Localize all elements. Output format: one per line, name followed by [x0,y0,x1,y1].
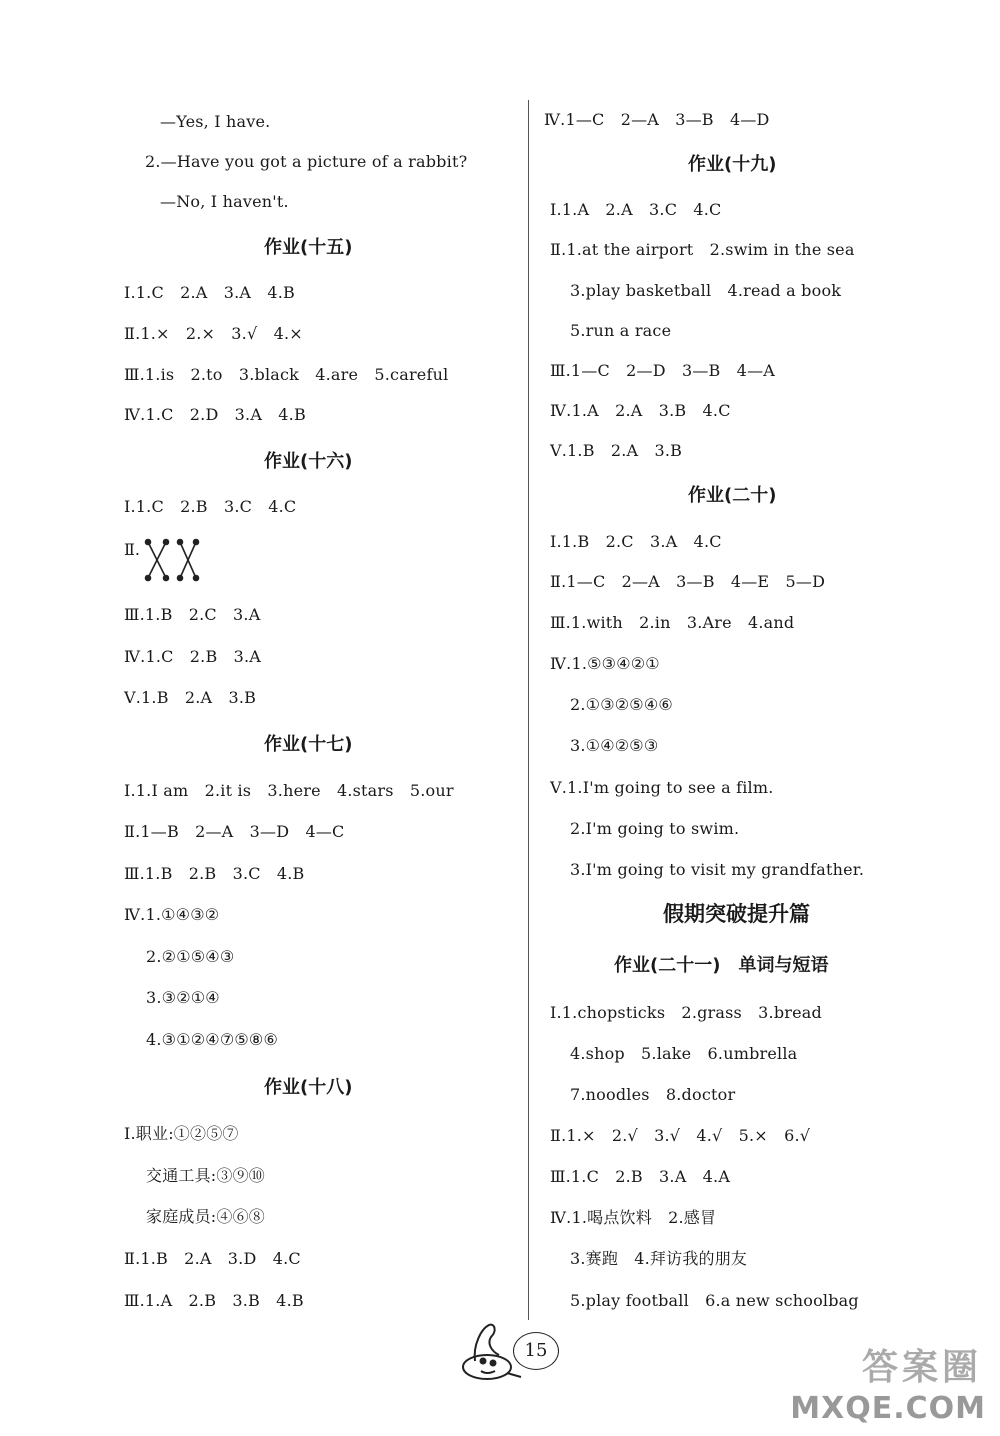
page-number: 15 [513,1332,559,1370]
answer-line: 5.run a race [570,321,672,340]
answer-line: Ⅲ.1.with 2.in 3.Are 4.and [550,613,795,632]
answer-line: 3.I'm going to visit my grandfather. [570,860,865,879]
answer-line: —Yes, I have. [160,112,271,131]
answer-line: Ⅳ.1.C 2.B 3.A [124,647,262,666]
section-heading-16: 作业(十六) [264,451,353,472]
answer-line: 2.—Have you got a picture of a rabbit? [145,152,468,171]
answer-line: 3.③②①④ [146,988,220,1007]
answer-line: 5.play football 6.a new schoolbag [570,1291,859,1310]
answer-line: 3.play basketball 4.read a book [570,281,842,300]
answer-line: 3.赛跑 4.拜访我的朋友 [570,1249,748,1268]
answer-line: Ⅰ.1.C 2.B 3.C 4.C [124,497,297,516]
watermark-url: MXQE.COM [790,1391,986,1426]
section-heading-18: 作业(十八) [264,1077,353,1098]
answer-line: Ⅱ.1.× 2.√ 3.√ 4.√ 5.× 6.√ [550,1126,811,1145]
answer-line: 交通工具:③⑨⑩ [146,1166,265,1185]
answer-line: Ⅱ.1.at the airport 2.swim in the sea [550,240,855,259]
part-title: 假期突破提升篇 [663,902,810,926]
answer-line: 家庭成员:④⑥⑧ [146,1207,265,1226]
answer-line: Ⅲ.1—C 2—D 3—B 4—A [550,361,776,380]
answer-line: 2.①③②⑤④⑥ [570,695,673,714]
section-heading-15: 作业(十五) [264,237,353,258]
matching-cross-lines [124,536,224,586]
answer-line: Ⅱ.1.B 2.A 3.D 4.C [124,1249,301,1268]
section-heading-21: 作业(二十一) 单词与短语 [614,955,829,976]
answer-line: Ⅴ.1.B 2.A 3.B [550,441,683,460]
answer-line: Ⅲ.1.B 2.B 3.C 4.B [124,864,305,883]
answer-line: Ⅰ.1.C 2.A 3.A 4.B [124,283,295,302]
answer-line: Ⅱ.1.× 2.× 3.√ 4.× [124,324,303,343]
answer-line: Ⅲ.1.B 2.C 3.A [124,605,261,624]
matching-lines-answer [124,536,224,586]
answer-line: Ⅰ.1.chopsticks 2.grass 3.bread [550,1003,822,1022]
answer-line: Ⅰ.1.I am 2.it is 3.here 4.stars 5.our [124,781,454,800]
answer-line: Ⅰ.1.B 2.C 3.A 4.C [550,532,722,551]
answer-line: Ⅳ.1.C 2.D 3.A 4.B [124,405,306,424]
answer-line: 7.noodles 8.doctor [570,1085,736,1104]
answer-line: 4.shop 5.lake 6.umbrella [570,1044,798,1063]
section-heading-19: 作业(十九) [688,154,777,175]
watermark-logo: 答案圈 [861,1347,982,1388]
answer-line: Ⅳ.1.⑤③④②① [550,654,660,673]
column-divider [528,100,529,1320]
answer-line: Ⅴ.1.I'm going to see a film. [550,778,774,797]
answer-line: —No, I haven't. [160,192,289,211]
section-heading-20: 作业(二十) [688,485,777,506]
answer-line: Ⅳ.1—C 2—A 3—B 4—D [544,110,770,129]
section-heading-17: 作业(十七) [264,734,353,755]
answer-line: Ⅲ.1.A 2.B 3.B 4.B [124,1291,304,1310]
answer-line: Ⅲ.1.is 2.to 3.black 4.are 5.careful [124,365,449,384]
answer-line: Ⅱ.1—C 2—A 3—B 4—E 5—D [550,572,826,591]
answer-line: Ⅰ.职业:①②⑤⑦ [124,1124,239,1143]
answer-line: Ⅳ.1.A 2.A 3.B 4.C [550,401,731,420]
answer-line: 2.I'm going to swim. [570,819,740,838]
answer-line: 4.③①②④⑦⑤⑧⑥ [146,1030,279,1049]
answer-line: 3.①④②⑤③ [570,736,659,755]
answer-line: Ⅲ.1.C 2.B 3.A 4.A [550,1167,731,1186]
answer-line: Ⅱ.1—B 2—A 3—D 4—C [124,822,345,841]
answer-line: 2.②①⑤④③ [146,947,235,966]
answer-line: Ⅴ.1.B 2.A 3.B [124,688,257,707]
answer-line: Ⅱ. [124,540,140,559]
answer-line: Ⅳ.1.①④③② [124,905,220,924]
answer-line: Ⅰ.1.A 2.A 3.C 4.C [550,200,722,219]
answer-line: Ⅳ.1.喝点饮料 2.感冒 [550,1208,717,1227]
